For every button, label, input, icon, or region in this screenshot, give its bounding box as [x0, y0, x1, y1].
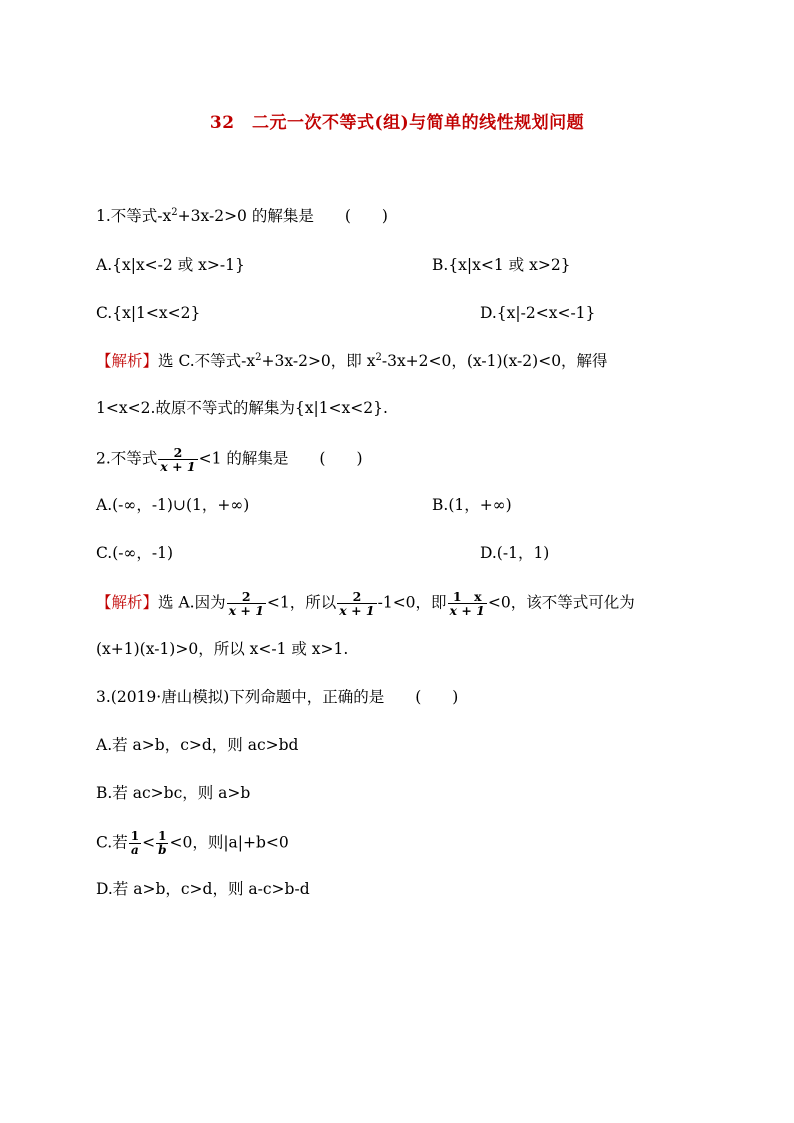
question-2-stem: 2.不等式 $\frac{2}{x + 1}$ <1 的解集是 ( ) [96, 445, 363, 474]
fraction: $\frac{1}{b}$ [158, 829, 167, 857]
q2-option-a: A.(-∞，-1)∪(1，+∞) [96, 496, 250, 514]
fraction: $\frac{2}{x + 1}$ [160, 445, 196, 474]
fraction: $\frac{1 x}{x + 1}$ [449, 589, 485, 618]
q3-option-d: D.若 a>b，c>d，则 a-c>b-d [96, 880, 310, 898]
q3-option-b: B.若 ac>bc，则 a>b [96, 784, 251, 802]
analysis-tag: 【解析】 [96, 352, 159, 370]
q1-option-d: D.{x|-2<x<-1} [480, 304, 596, 322]
q1-analysis: 【解析】选 C.不等式$-x^2+3x-2>0$，即 $x^2-3x+2<0$，(x-1)(x-2)<0，解得 [96, 352, 608, 370]
fraction: $\frac{2}{x + 1}$ [228, 589, 264, 618]
q1-option-a: A.{x|x<-2 或 x>-1} [96, 256, 245, 274]
q2-option-b: B.(1，+∞) [432, 496, 512, 514]
q1-option-b: B.{x|x<1 或 x>2} [432, 256, 571, 274]
q2-option-c: C.(-∞，-1) [96, 544, 174, 562]
fraction: $\frac{2}{x + 1}$ [339, 589, 375, 618]
q3-option-c: C.若 $\frac{1}{a}$ < $\frac{1}{b}$ <0，则|a|+b<0 [96, 829, 289, 857]
q1-option-c: C.{x|1<x<2} [96, 304, 201, 322]
analysis-tag: 【解析】 [96, 593, 159, 612]
question-1-stem: 1.不等式$-x^2+3x-2>0$ 的解集是 ( ) [96, 207, 388, 225]
q2-analysis-line-2: (x+1)(x-1)>0，所以 x<-1 或 x>1. [96, 640, 349, 658]
q1-analysis-line-2: 1<x<2.故原不等式的解集为{x|1<x<2}. [96, 399, 388, 417]
q2-analysis: 【解析】选 A.因为 $\frac{2}{x + 1}$ <1，所以 $\frac{2}{x + 1}$ -1<0，即 $\frac{1 x}{x + 1}$ <0，该不等式可化为 [96, 589, 635, 618]
q2-option-d: D.(-1，1) [480, 544, 550, 562]
fraction: $\frac{1}{a}$ [130, 829, 140, 857]
page-title: 32 二元一次不等式(组)与简单的线性规划问题 [209, 113, 585, 133]
question-3-stem: 3.(2019·唐山模拟)下列命题中，正确的是 ( ) [96, 688, 459, 706]
q3-option-a: A.若 a>b，c>d，则 ac>bd [96, 736, 299, 754]
